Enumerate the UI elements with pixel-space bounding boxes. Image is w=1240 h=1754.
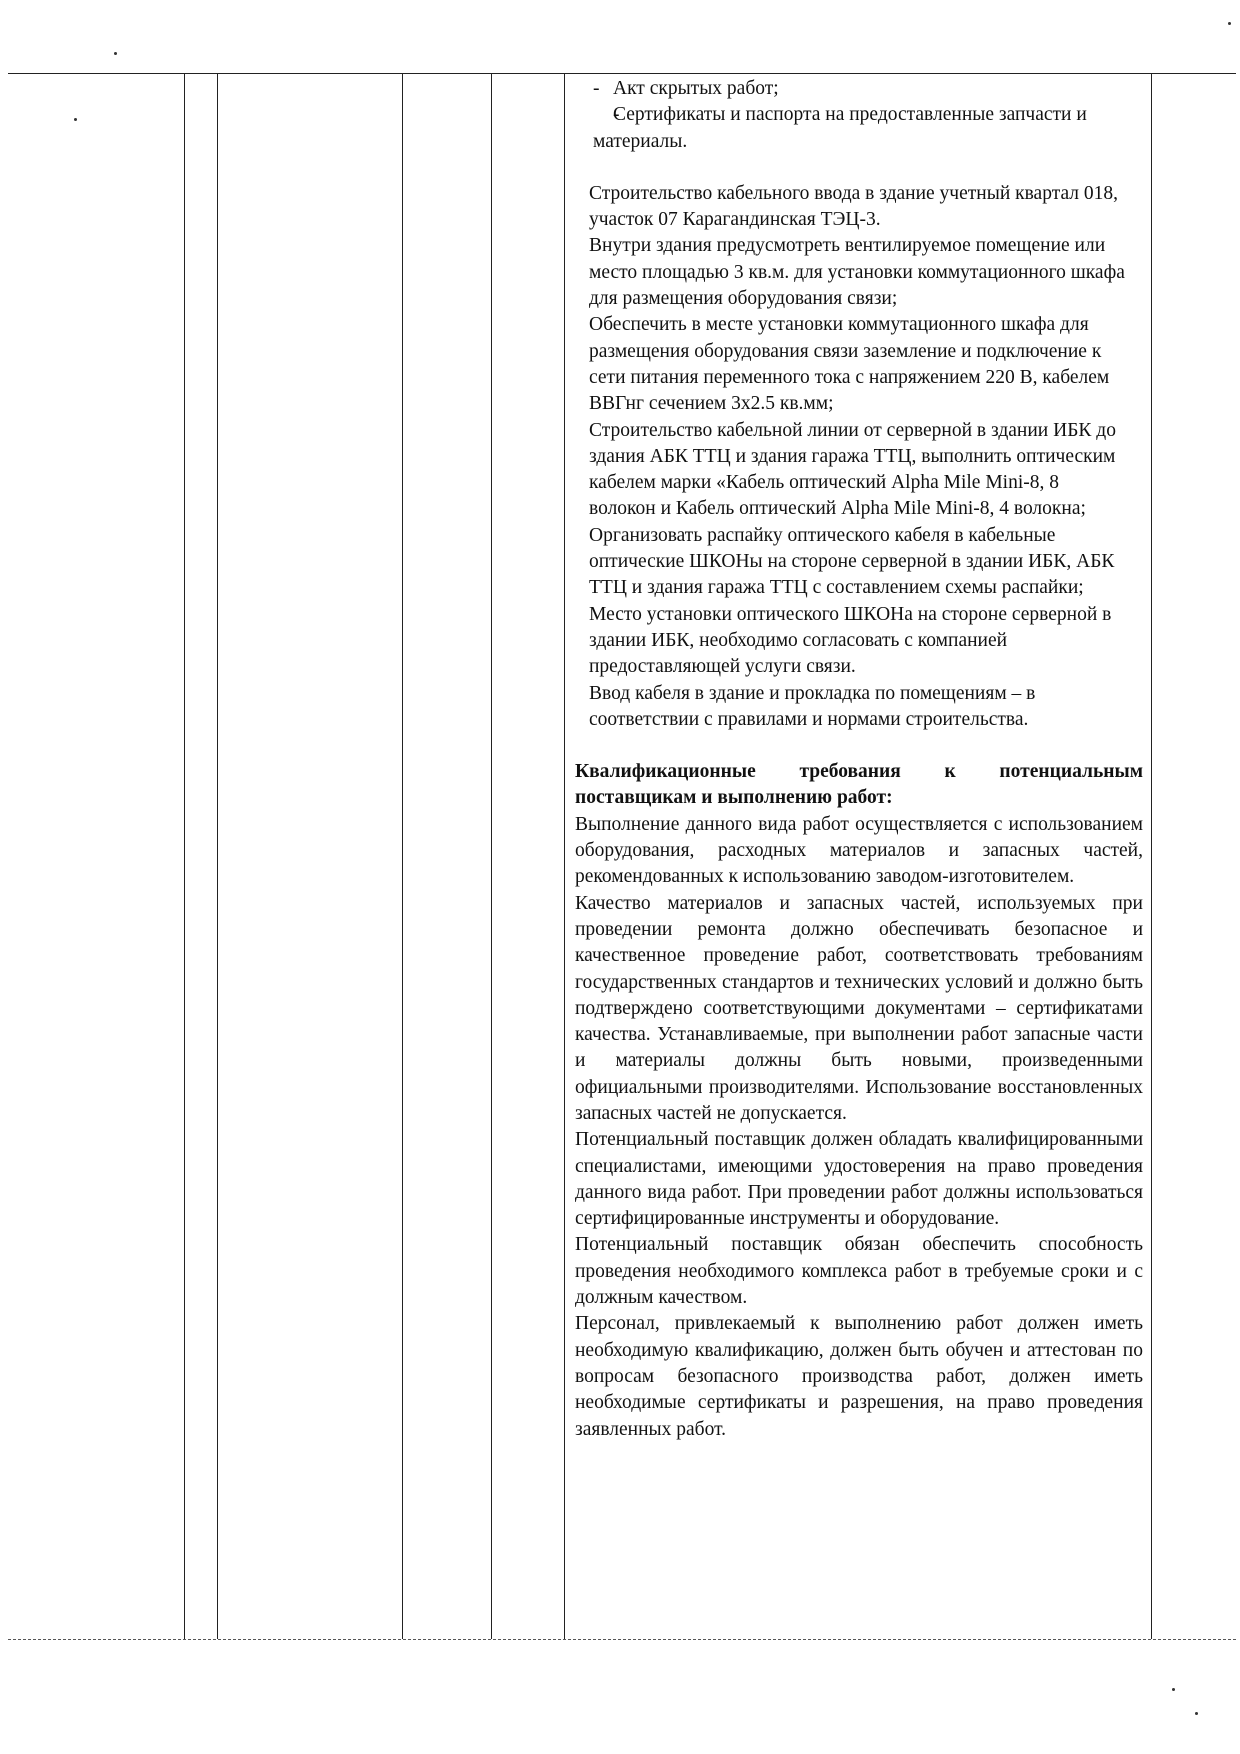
construction-spec	[589, 181, 1129, 733]
requirements-cell	[575, 76, 1145, 1443]
qualification-paragraph: Потенциальный поставщик должен обладать квалифицированными специалистами, имеющими удостоверения на право проведения данного вида работ. При проведении работ должны использоваться сертифицированные инструменты и оборудование.	[575, 1129, 1143, 1230]
column-divider-4	[491, 73, 492, 1639]
scan-speck	[1172, 1688, 1175, 1691]
scan-speck	[1195, 1712, 1198, 1715]
column-divider-3	[402, 73, 403, 1639]
scan-speck	[114, 52, 117, 55]
column-divider-1	[184, 73, 185, 1639]
spec-paragraph: Внутри здания предусмотреть вентилируемое помещение или место площадью 3 кв.м. для установки коммутационного шкафа для размещения оборудования связи;	[589, 235, 1125, 310]
qualification-section	[575, 759, 1143, 1443]
spec-paragraph: Строительство кабельной линии от серверной в здании ИБК до здания АБК ТТЦ и здания гаража ТТЦ, выполнить оптическим кабелем марки «Кабель оптический Alpha Mile Mini-8, 8 волокон и Кабель оптический Alpha Mile Mini-8, 4 волокна;	[589, 419, 1116, 520]
qualification-paragraph: Потенциальный поставщик обязан обеспечить способность проведения необходимого комплекса работ в требуемые сроки и с должным качеством.	[575, 1234, 1143, 1309]
scan-speck	[1228, 22, 1231, 25]
qualification-paragraph: Персонал, привлекаемый к выполнению работ должен иметь необходимую квалификацию, должен быть обучен и аттестован по вопросам безопасного производства работ, должен иметь необходимые сертификаты и разрешения, на право проведения заявленных работ.	[575, 1313, 1143, 1440]
spec-paragraph: Строительство кабельного ввода в здание учетный квартал 018, участок 07 Карагандинская ТЭЦ-3.	[589, 182, 1119, 231]
document-list	[593, 76, 1145, 155]
column-divider-5	[564, 73, 565, 1639]
column-divider-2	[217, 73, 218, 1639]
table-bottom-border	[8, 1639, 1236, 1640]
spec-paragraph: Ввод кабеля в здание и прокладка по помещениям – в соответствии с правилами и нормами строительства.	[589, 682, 1036, 730]
spec-paragraph: Организовать распайку оптического кабеля в кабельные оптические ШКОНы на стороне серверной в здании ИБК, АБК ТТЦ и здания гаража ТТЦ с составлением схемы распайки;	[589, 524, 1115, 599]
column-divider-6	[1151, 73, 1152, 1639]
list-item: - Акт скрытых работ;	[593, 76, 1145, 102]
spec-paragraph: Обеспечить в месте установки коммутационного шкафа для размещения оборудования связи заземление и подключение к сети питания переменного тока с напряжением 220 В, кабелем ВВГнг сечением 3х2.5 кв.мм;	[589, 314, 1110, 415]
qualification-paragraph: Качество материалов и запасных частей, используемых при проведении ремонта должно обеспечивать безопасное и качественное проведение работ, соответствовать требованиям государственных стандартов и технических условий и должно быть подтверждено соответствующими документами – сертификатами качества. Устанавливаемые, при выполнении работ запасные части и материалы должны быть новыми, произведенными официальными производителями. Использование восстановленных запасных частей не допускается.	[575, 892, 1143, 1124]
list-item: - Сертификаты и паспорта на предоставленные запчасти и материалы.	[593, 102, 1145, 155]
qualification-paragraph: Выполнение данного вида работ осуществляется с использованием оборудования, расходных материалов и запасных частей, рекомендованных к использованию заводом-изготовителем.	[575, 813, 1143, 888]
table-top-border	[8, 73, 1236, 74]
qualification-heading: Квалификационные требования к потенциальным поставщикам и выполнению работ:	[575, 761, 1143, 809]
scan-speck	[74, 118, 77, 121]
spec-paragraph: Место установки оптического ШКОНа на стороне серверной в здании ИБК, необходимо согласовать с компанией предоставляющей услуги связи.	[589, 603, 1112, 678]
